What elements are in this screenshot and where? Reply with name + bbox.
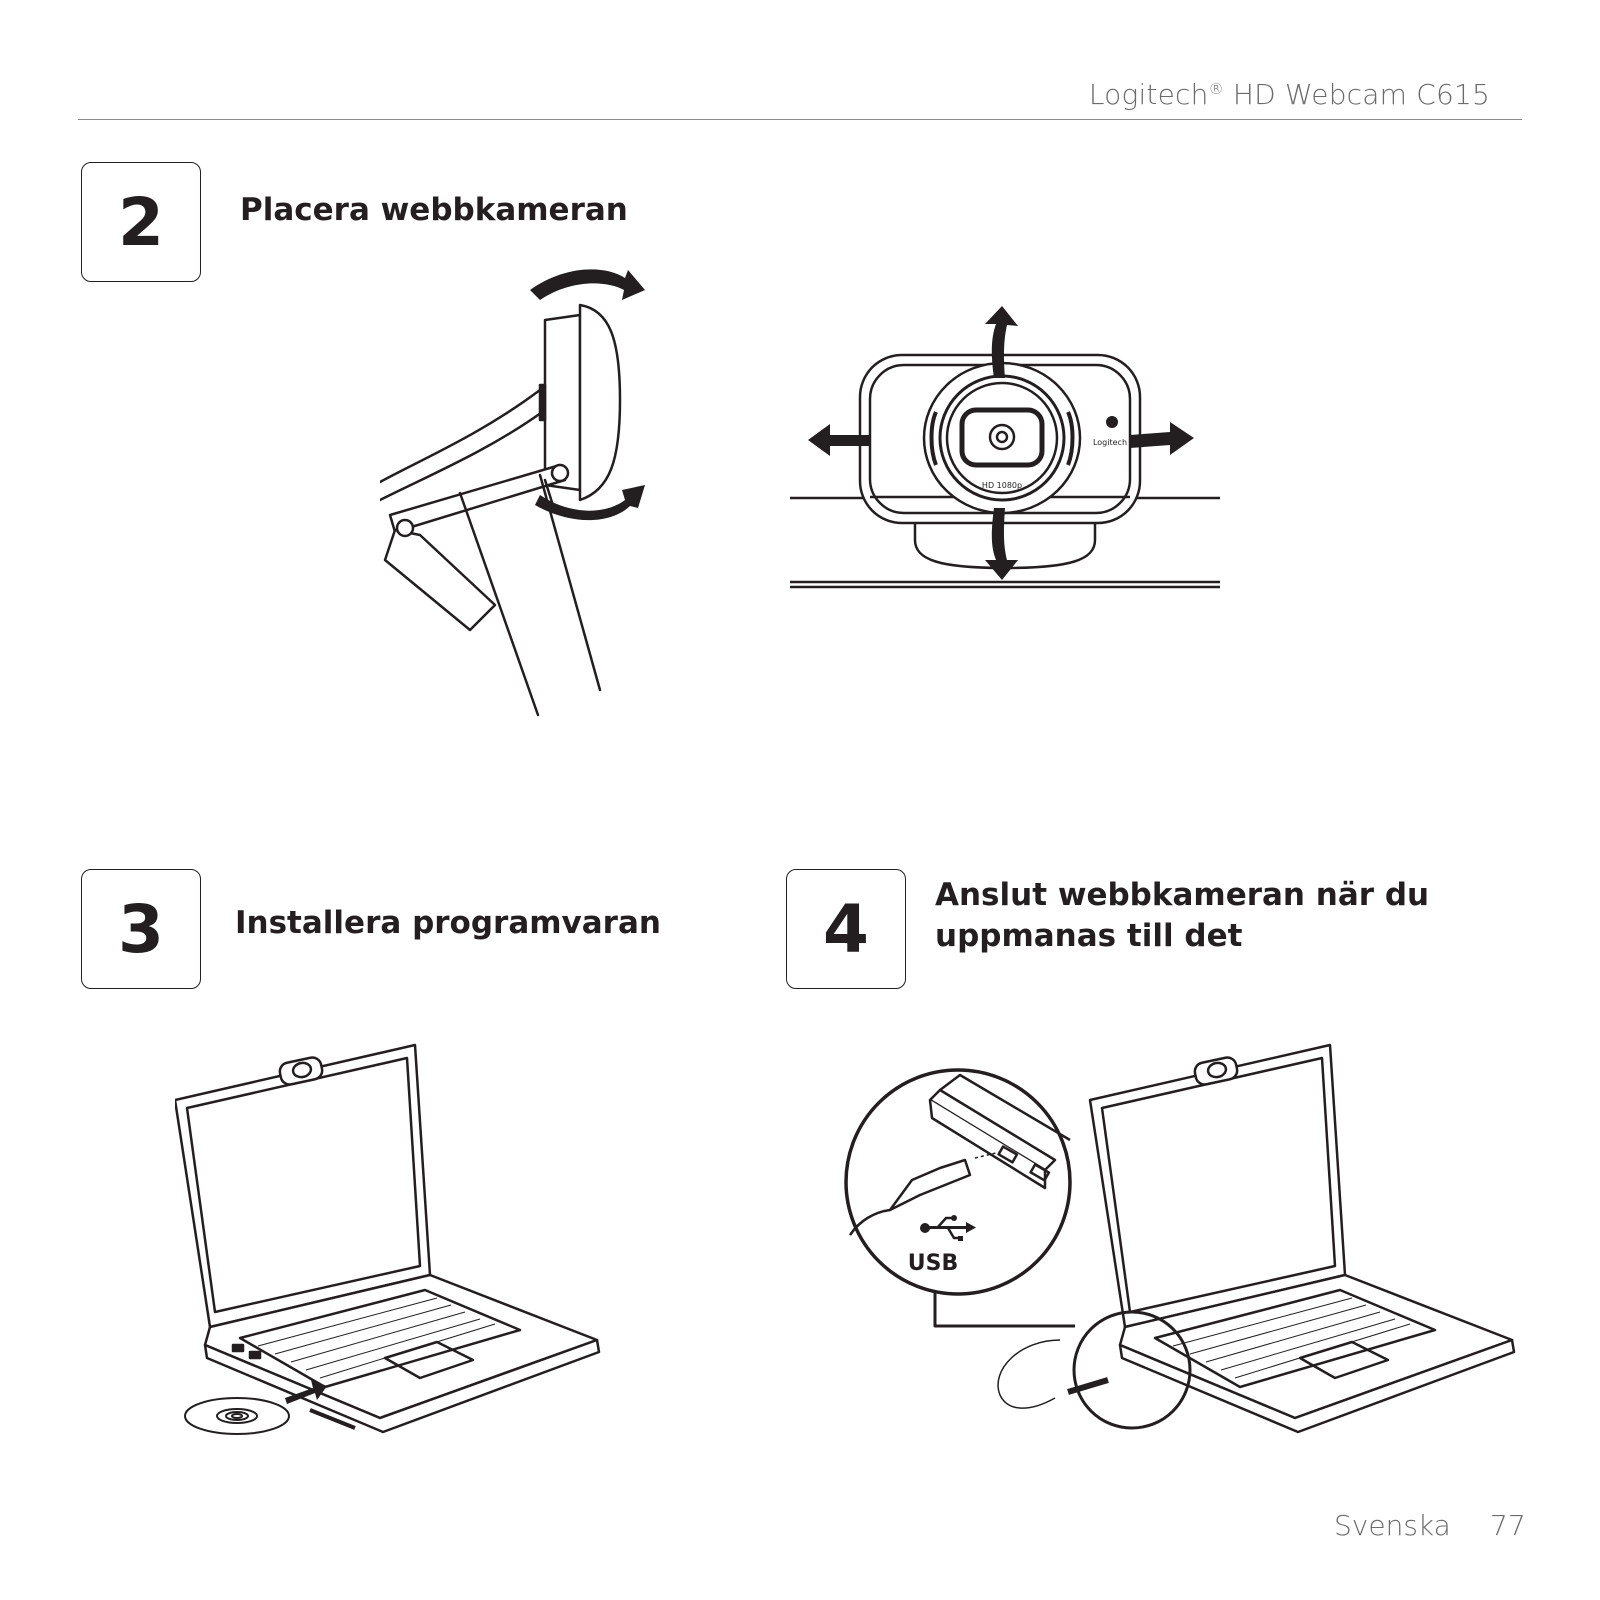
header-title bbox=[1089, 78, 1490, 111]
webcam-side-illustration bbox=[380, 260, 680, 740]
cd-icon bbox=[185, 1398, 289, 1434]
step-4-title-line-1: Anslut webbkameran när du bbox=[935, 877, 1430, 913]
webcam-logo-text: Logitech bbox=[1092, 438, 1128, 447]
step-3-number-box bbox=[81, 869, 201, 989]
step-3-number: 3 bbox=[118, 890, 164, 968]
webcam-model-label: HD 1080p bbox=[981, 481, 1023, 490]
webcam-lens bbox=[962, 410, 1042, 465]
step-2-number-box bbox=[81, 162, 201, 282]
usb-label: USB bbox=[907, 1251, 959, 1276]
registered-mark: ® bbox=[1208, 80, 1224, 98]
page-number: 77 bbox=[1490, 1509, 1526, 1542]
webcam-cable bbox=[380, 390, 540, 482]
step-4-number: 4 bbox=[823, 890, 869, 968]
header-rule bbox=[78, 119, 1522, 120]
laptop-cd-illustration bbox=[175, 1040, 615, 1480]
laptop-usb-illustration bbox=[840, 1040, 1520, 1470]
step-4-number-box bbox=[786, 869, 906, 989]
step-2-number: 2 bbox=[118, 183, 164, 261]
footer-language: Svenska bbox=[1334, 1509, 1451, 1542]
step-3-title: Installera programvaran bbox=[235, 905, 661, 941]
product-name: HD Webcam C615 bbox=[1232, 78, 1490, 111]
step-2-title: Placera webbkameran bbox=[240, 192, 628, 228]
usb-cable bbox=[998, 1340, 1060, 1408]
webcam-front-illustration bbox=[790, 300, 1220, 610]
step-4-title bbox=[935, 875, 1429, 957]
step-4-title-line-2: uppmanas till det bbox=[935, 918, 1243, 954]
brand-name: Logitech bbox=[1088, 78, 1209, 111]
logitech-logo-icon bbox=[1106, 416, 1118, 428]
webcam-body bbox=[545, 315, 580, 490]
